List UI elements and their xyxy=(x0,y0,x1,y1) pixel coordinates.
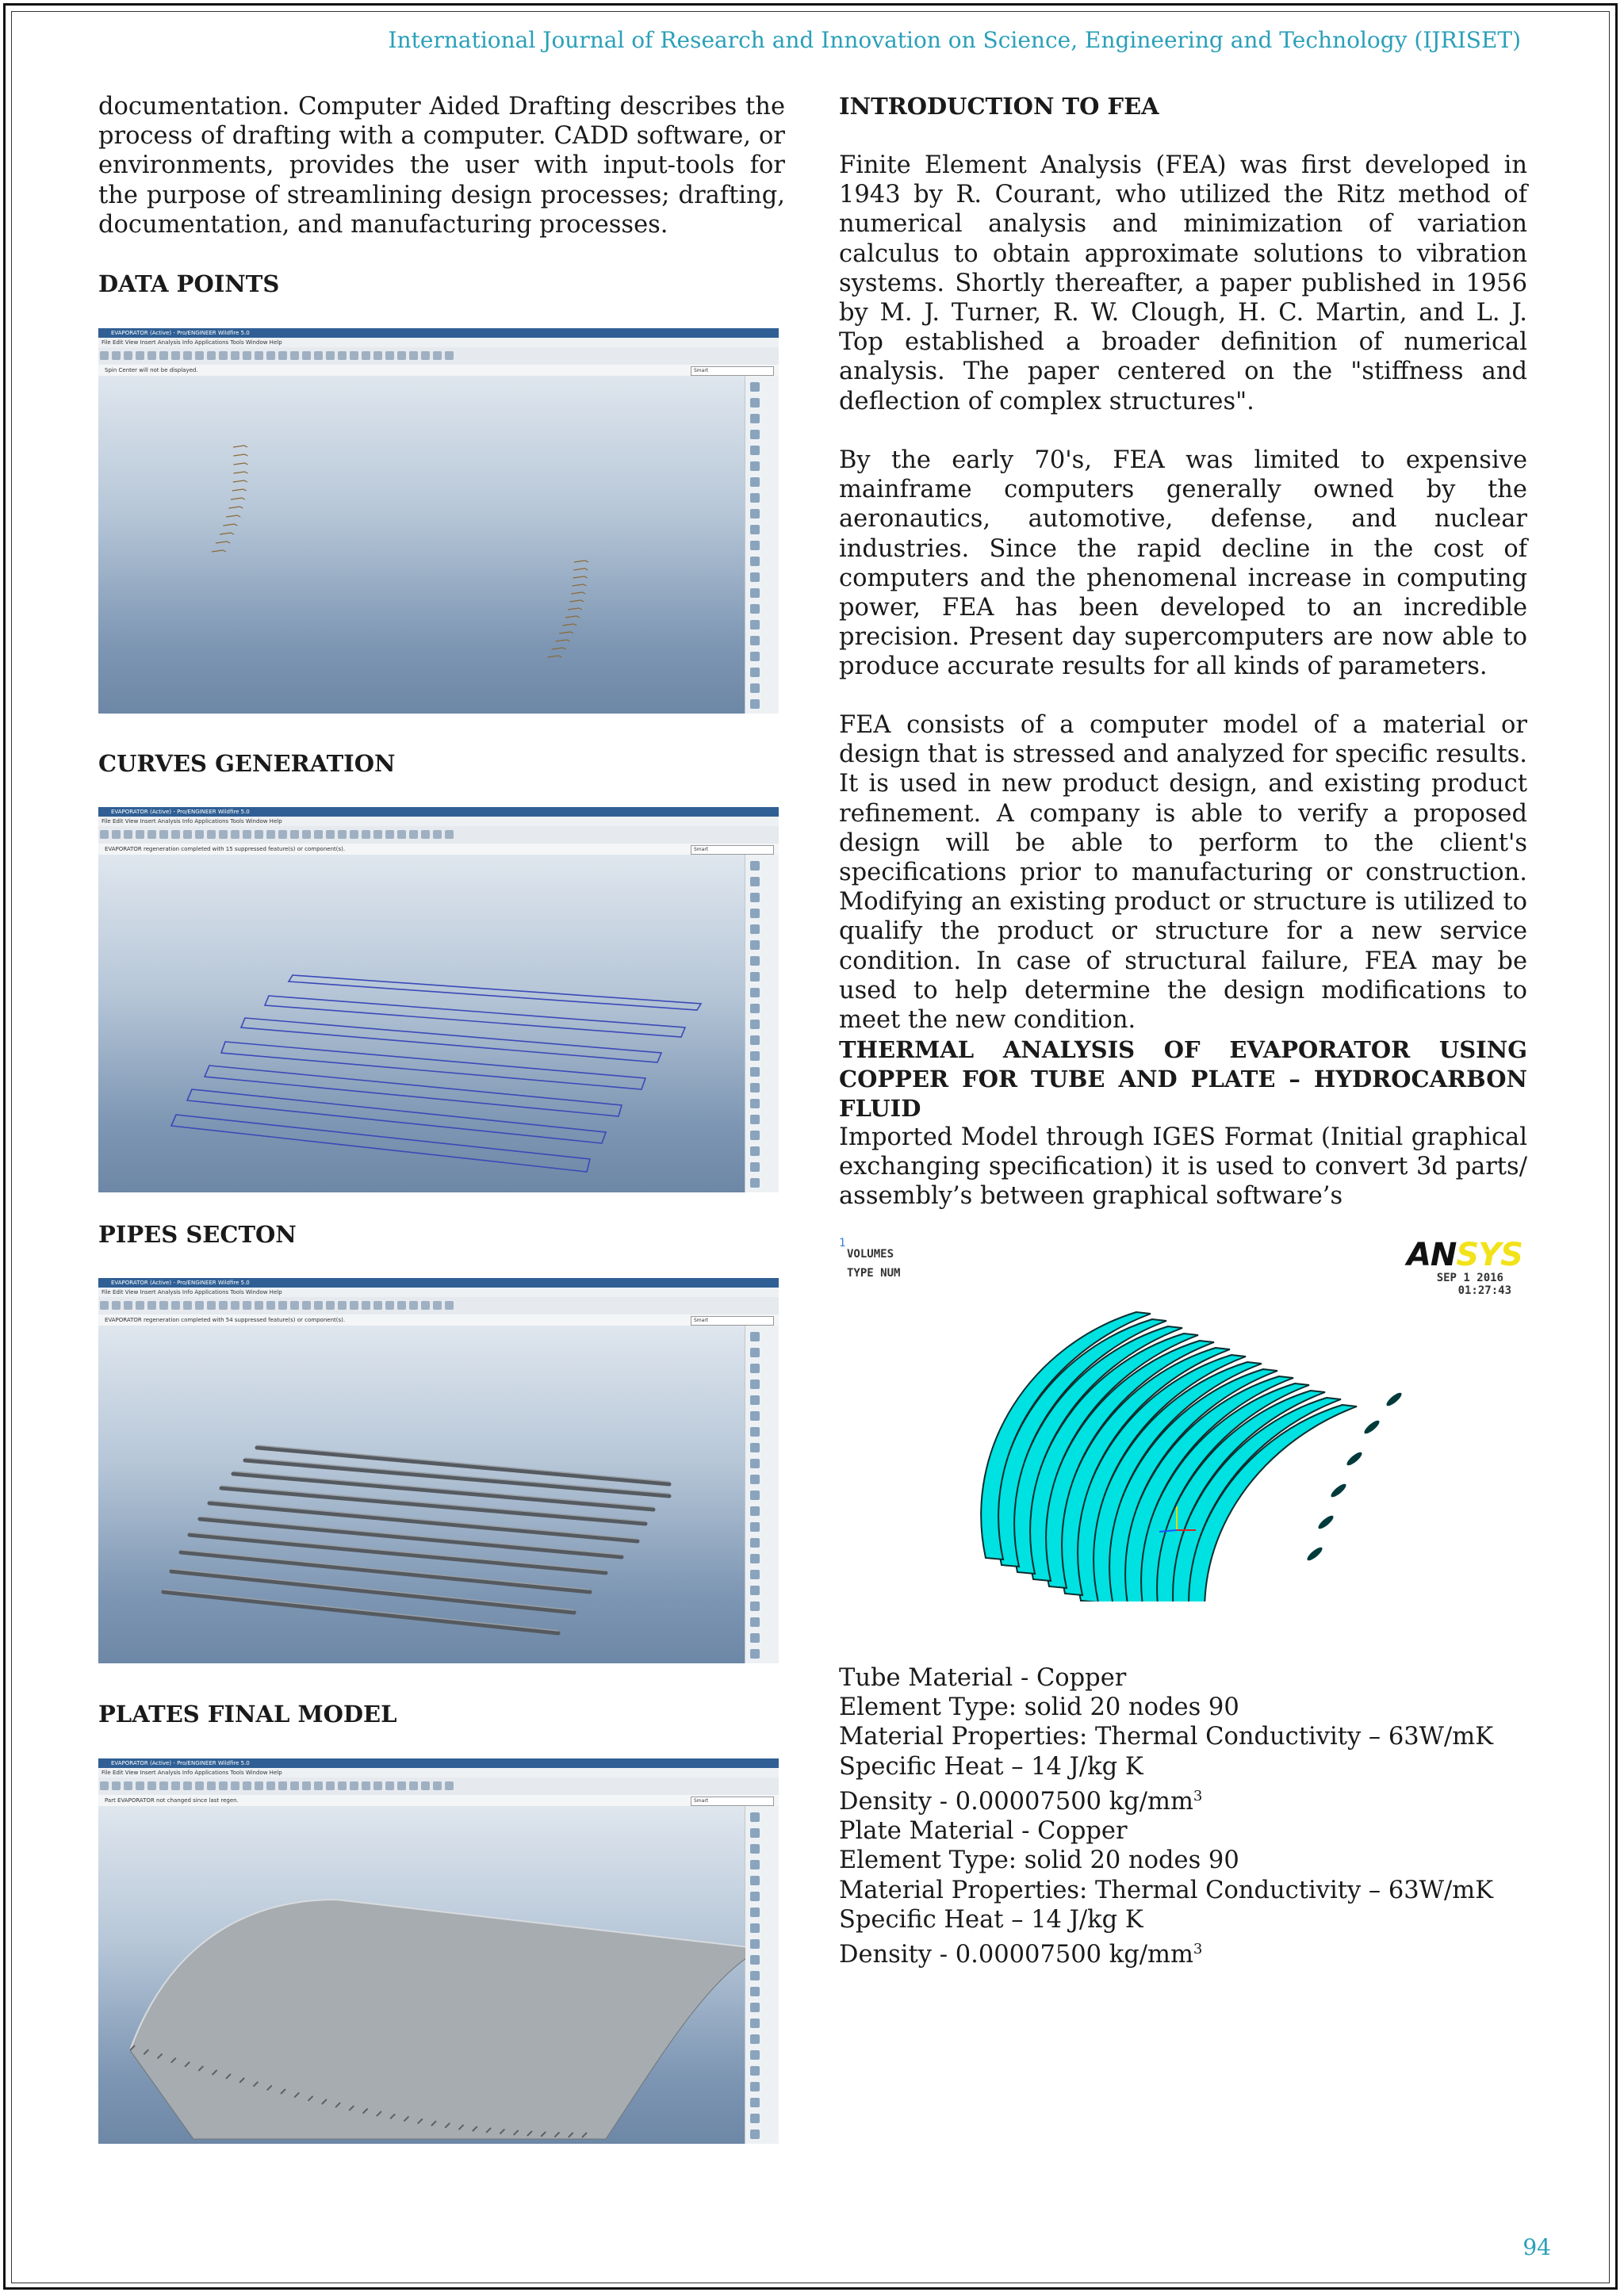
cad-toolbar xyxy=(98,347,779,365)
cad-titlebar: EVAPORATOR (Active) - Pro/ENGINEER Wildfire 5.0 xyxy=(98,1278,779,1288)
heading-curves-generation: CURVES GENERATION xyxy=(98,750,396,777)
left-column xyxy=(98,92,785,239)
heading-plates-final-model: PLATES FINAL MODEL xyxy=(98,1701,397,1728)
tube-element-type: Element Type: solid 20 nodes 90 xyxy=(839,1693,1239,1722)
evaporator-fins-drawing xyxy=(839,1237,1527,1601)
cad-message-bar: Part EVAPORATOR not changed since last regen. Smart xyxy=(98,1795,779,1806)
data-point-mark xyxy=(574,561,588,562)
plate-material: Plate Material - Copper xyxy=(839,1817,1128,1846)
cad-screenshot-curves xyxy=(98,807,779,1192)
ansys-date: SEP 1 2016 xyxy=(1436,1272,1503,1284)
cad-filter-dropdown: Smart xyxy=(691,845,774,855)
data-point-mark xyxy=(234,463,248,465)
tube-specific-heat: Specific Heat – 14 J/kg K xyxy=(839,1752,1143,1781)
data-point-mark xyxy=(573,584,587,586)
tube-slot xyxy=(1362,1418,1381,1436)
running-header: International Journal of Research and Innovation on Science, Engineering and Technology (IJRISET) xyxy=(388,27,1521,53)
fea-paragraph-1-wrap xyxy=(839,151,1527,416)
cad-toolbar xyxy=(98,826,779,844)
plate-density: Density - 0.00007500 $kg/mm^3$ xyxy=(839,1940,1203,1969)
tube-material: Tube Material - Copper xyxy=(839,1664,1127,1692)
cad-filter-dropdown: Smart xyxy=(691,1316,774,1326)
cad-message-bar: EVAPORATOR regeneration completed with 54 suppressed feature(s) or component(s). Smart xyxy=(98,1314,779,1326)
ansys-label-volumes: VOLUMES xyxy=(847,1248,894,1261)
intro-paragraph: documentation. Computer Aided Drafting describes the process of drafting with a computer. CADD software, or environments, provides the user with input-tools for the purpose of streamlining design processes; drafting, documentation, and manufacturing processes. xyxy=(98,93,785,239)
fea-paragraph-2-wrap xyxy=(839,446,1527,682)
cad-menubar: File Edit View Insert Analysis Info Applications Tools Window Help xyxy=(98,338,779,347)
cad-message-bar: EVAPORATOR regeneration completed with 15 suppressed feature(s) or component(s). Smart xyxy=(98,844,779,855)
cad-message-bar: Spin Center will not be displayed. Smart xyxy=(98,365,779,376)
cad-menubar: File Edit View Insert Analysis Info Applications Tools Window Help xyxy=(98,1768,779,1777)
data-point-mark xyxy=(226,515,240,517)
tube-slot xyxy=(1329,1482,1348,1499)
tube-material-properties: Material Properties: Thermal Conductivity – 63W/mK xyxy=(839,1723,1494,1751)
thermal-paragraph: Imported Model through IGES Format (Initial graphical exchanging specification) it is used to convert 3d parts/ assembly’s between graphical software’s xyxy=(839,1123,1527,1211)
data-point-mark xyxy=(547,656,561,657)
cad-titlebar: EVAPORATOR (Active) - Pro/ENGINEER Wildfire 5.0 xyxy=(98,1758,779,1768)
data-point-mark xyxy=(556,640,570,641)
data-point-mark xyxy=(223,524,237,526)
cad-titlebar: EVAPORATOR (Active) - Pro/ENGINEER Wildfire 5.0 xyxy=(98,328,779,338)
data-point-mark xyxy=(233,472,247,473)
plate-specific-heat: Specific Heat – 14 J/kg K xyxy=(839,1905,1143,1934)
fea-paragraph-2: By the early 70's, FEA was limited to expensive mainframe computers generally owned by the aeronautics, automotive, defense, and nuclear industries. Since the rapid decline in the cost of computers and the phenomenal increase in computing power, FEA has been developed to an incredible precision. Present day supercomputers are now able to produce accurate results for all kinds of parameters. xyxy=(839,446,1527,681)
cad-menubar: File Edit View Insert Analysis Info Applications Tools Window Help xyxy=(98,817,779,826)
data-point-mark xyxy=(220,533,234,534)
cad-filter-dropdown: Smart xyxy=(691,1797,774,1806)
fea-paragraph-1: Finite Element Analysis (FEA) was first developed in 1943 by R. Courant, who utilized the Ritz method of numerical analysis and minimization of variation calculus to obtain approximate solutions to vibration systems. Shortly thereafter, a paper published in 1956 by M. J. Turner, R. W. Clough, H. C. Martin, and L. J. Top established a broader definition of numerical analysis. The paper centered on the "stiffness and deflection of complex structures". xyxy=(839,151,1527,415)
ansys-volume-figure xyxy=(839,1237,1527,1601)
data-point-mark xyxy=(216,541,230,543)
ansys-logo: ANSYS xyxy=(1406,1237,1522,1273)
cad-toolbar xyxy=(98,1777,779,1796)
cad-right-toolbar xyxy=(745,376,779,714)
cad-right-toolbar xyxy=(745,855,779,1192)
curves-drawing xyxy=(98,855,745,1192)
data-point-mark xyxy=(552,648,566,649)
materials-block xyxy=(839,1663,1527,1969)
thermal-paragraph-wrap xyxy=(839,1123,1527,1211)
data-point-mark xyxy=(568,608,582,610)
data-points-drawing xyxy=(98,376,745,714)
tube-density: Density - 0.00007500 $kg/mm^3$ xyxy=(839,1787,1203,1816)
cad-filter-dropdown: Smart xyxy=(691,366,774,376)
page-number: 94 xyxy=(1522,2234,1551,2260)
fea-paragraph-3: FEA consists of a computer model of a material or design that is stressed and analyzed for specific results. It is used in new product design, and existing product refinement. A company is able to verify a proposed design will be able to perform to the client's specifications prior to manufacturing or construction. Modifying an existing product or structure is utilized to qualify the product or structure for a new service condition. In case of structural failure, FEA may be used to help determine the design modifications to meet the new condition. xyxy=(839,711,1527,1035)
data-point-mark xyxy=(573,568,588,570)
cad-right-toolbar xyxy=(745,1806,779,2144)
data-point-mark xyxy=(233,480,247,482)
data-point-mark xyxy=(233,454,247,456)
cad-toolbar xyxy=(98,1297,779,1315)
heading-thermal-analysis: THERMAL ANALYSIS OF EVAPORATOR USING COPPER FOR TUBE AND PLATE – HYDROCARBON FLUID xyxy=(839,1036,1527,1122)
data-point-mark xyxy=(228,507,243,508)
heading-pipes-section: PIPES SECTON xyxy=(98,1221,297,1248)
data-point-mark xyxy=(571,592,585,594)
tube-slot xyxy=(1385,1391,1404,1408)
data-point-mark xyxy=(233,446,247,447)
cad-menubar: File Edit View Insert Analysis Info Applications Tools Window Help xyxy=(98,1288,779,1297)
plate-material-properties: Material Properties: Thermal Conductivity – 63W/mK xyxy=(839,1876,1494,1904)
tube-slot xyxy=(1345,1450,1364,1468)
heading-data-points: DATA POINTS xyxy=(98,270,280,297)
heading-intro-fea: INTRODUCTION TO FEA xyxy=(839,93,1159,120)
data-point-mark xyxy=(565,616,580,618)
ansys-window-index: 1 xyxy=(839,1237,846,1249)
data-point-mark xyxy=(232,489,247,491)
data-point-mark xyxy=(569,600,584,602)
cad-screenshot-pipes xyxy=(98,1278,779,1663)
pipes-drawing xyxy=(98,1326,745,1663)
cad-right-toolbar xyxy=(745,1326,779,1663)
plates-drawing xyxy=(98,1806,745,2144)
data-point-mark xyxy=(231,498,245,499)
cad-screenshot-data-points xyxy=(98,328,779,714)
tube-slot xyxy=(1316,1513,1335,1531)
cad-screenshot-plates xyxy=(98,1758,779,2144)
tube-slot xyxy=(1305,1545,1324,1563)
ansys-label-type: TYPE NUM xyxy=(847,1267,901,1280)
cad-titlebar: EVAPORATOR (Active) - Pro/ENGINEER Wildfire 5.0 xyxy=(98,807,779,817)
data-point-mark xyxy=(559,632,573,633)
data-point-mark xyxy=(212,550,226,552)
data-point-mark xyxy=(573,576,588,578)
ansys-time: 01:27:43 xyxy=(1457,1284,1511,1297)
fea-paragraph-3-wrap xyxy=(839,710,1527,1035)
data-point-mark xyxy=(562,624,576,626)
plate-element-type: Element Type: solid 20 nodes 90 xyxy=(839,1846,1239,1875)
